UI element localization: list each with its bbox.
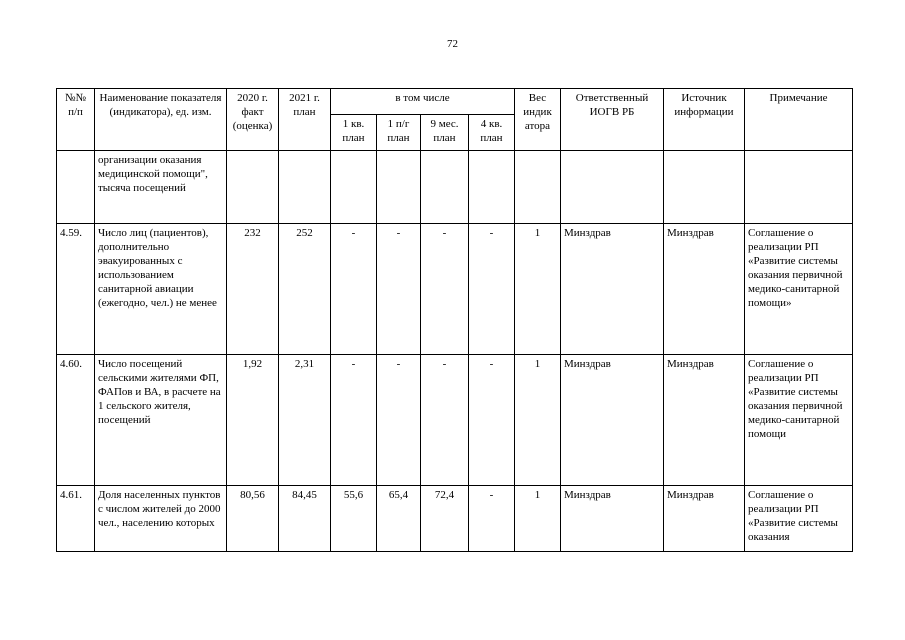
header-fact-2020: 2020 г. факт (оценка) [227,89,279,151]
header-including: в том числе [331,89,515,115]
cell-weight: 1 [515,486,561,552]
cell-source: Минздрав [664,486,745,552]
cell-q4: - [469,355,515,486]
header-num: №№ п/п [57,89,95,151]
cell-responsible: Минздрав [561,224,664,355]
header-source: Источник информации [664,89,745,151]
cell-weight: 1 [515,355,561,486]
cell-note [745,151,853,224]
indicators-table [56,88,853,552]
header-weight: Вес индик атора [515,89,561,151]
cell-weight [515,151,561,224]
table-row [57,486,853,552]
cell-plan-2021: 252 [279,224,331,355]
cell-q1: 55,6 [331,486,377,552]
cell-num: 4.59. [57,224,95,355]
cell-q4: - [469,224,515,355]
cell-h1: - [377,355,421,486]
cell-q4: - [469,486,515,552]
header-responsible: Ответственный ИОГВ РБ [561,89,664,151]
cell-plan-2021: 84,45 [279,486,331,552]
cell-h1 [377,151,421,224]
cell-num [57,151,95,224]
cell-fact-2020: 80,56 [227,486,279,552]
table-row [57,355,853,486]
cell-fact-2020 [227,151,279,224]
cell-q1: - [331,224,377,355]
header-name: Наименование показателя (индикатора), ед. изм. [95,89,227,151]
cell-q1 [331,151,377,224]
cell-source: Минздрав [664,355,745,486]
cell-num: 4.61. [57,486,95,552]
cell-plan-2021 [279,151,331,224]
cell-fact-2020: 232 [227,224,279,355]
cell-source [664,151,745,224]
header-plan-2021: 2021 г. план [279,89,331,151]
header-note: Примечание [745,89,853,151]
cell-9m [421,151,469,224]
cell-note: Соглашение о реализации РП «Развитие системы оказания первичной медико-санитарной помощи [745,355,853,486]
cell-h1: - [377,224,421,355]
table-row [57,151,853,224]
page-number: 72 [447,38,458,50]
table-row [57,224,853,355]
cell-plan-2021: 2,31 [279,355,331,486]
cell-q4 [469,151,515,224]
cell-q1: - [331,355,377,486]
cell-weight: 1 [515,224,561,355]
cell-fact-2020: 1,92 [227,355,279,486]
cell-name: Доля населенных пунктов с числом жителей до 2000 чел., населению которых [95,486,227,552]
cell-source: Минздрав [664,224,745,355]
cell-responsible [561,151,664,224]
cell-name: Число посещений сельскими жителями ФП, ФАПов и ВА, в расчете на 1 сельского жителя, посещений [95,355,227,486]
cell-note: Соглашение о реализации РП «Развитие системы оказания первичной медико-санитарной помощи» [745,224,853,355]
cell-name: Число лиц (пациентов), дополнительно эвакуированных с использованием санитарной авиации (ежегодно, чел.) не менее [95,224,227,355]
header-9m: 9 мес. план [421,115,469,151]
header-q1: 1 кв. план [331,115,377,151]
cell-name: организации оказания медицинской помощи", тысяча посещений [95,151,227,224]
cell-note: Соглашение о реализации РП «Развитие системы оказания [745,486,853,552]
header-q4: 4 кв. план [469,115,515,151]
cell-h1: 65,4 [377,486,421,552]
cell-9m: 72,4 [421,486,469,552]
cell-num: 4.60. [57,355,95,486]
cell-9m: - [421,224,469,355]
header-h1: 1 п/г план [377,115,421,151]
cell-responsible: Минздрав [561,486,664,552]
cell-responsible: Минздрав [561,355,664,486]
cell-9m: - [421,355,469,486]
